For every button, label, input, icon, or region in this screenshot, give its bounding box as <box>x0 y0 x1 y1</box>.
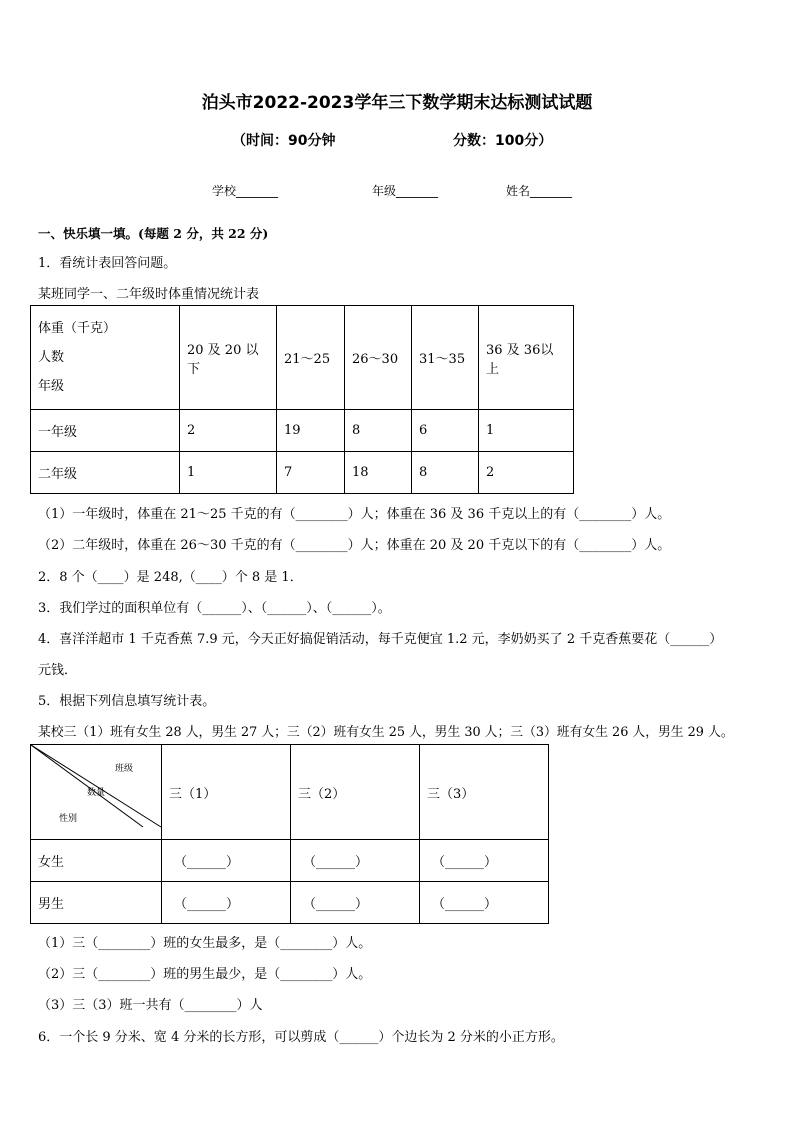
question-1-sub1: （1）一年级时，体重在 21～25 千克的有（________）人；体重在 36 及 36 千克以上的有（________）人。 <box>38 507 671 522</box>
column-header: 21～25 <box>277 306 345 410</box>
row-label: 二年级 <box>31 452 180 494</box>
exam-time: （时间：90分钟 <box>232 133 336 149</box>
answer-blank: （______） <box>162 840 291 882</box>
column-header: 三（3） <box>420 745 549 840</box>
row-label: 男生 <box>31 882 162 924</box>
table-cell: 1 <box>180 452 277 494</box>
school-field: 学校_______ <box>212 184 279 198</box>
corner-count-label: 数量 <box>87 788 106 798</box>
question-4-line1: 4．喜洋洋超市 1 千克香蕉 7.9 元，今天正好搞促销活动，每千克便宜 1.2 元，李奶奶买了 2 千克香蕉要花（______） <box>38 632 723 647</box>
column-header: 20 及 20 以下 <box>180 306 277 410</box>
corner-gender-label: 性别 <box>59 814 78 824</box>
table-cell: 19 <box>277 410 345 452</box>
question-3: 3．我们学过的面积单位有（______）、（______）、（______）。 <box>38 601 391 616</box>
corner-grade-label: 年级 <box>38 379 65 394</box>
table-row <box>31 410 574 452</box>
table-cell: 18 <box>345 452 412 494</box>
table-row <box>31 882 549 924</box>
question-5-sub3: （3）三（3）班一共有（________）人 <box>38 998 263 1013</box>
table-cell: 1 <box>479 410 574 452</box>
column-header: 26～30 <box>345 306 412 410</box>
question-5-prompt: 5．根据下列信息填写统计表。 <box>38 694 216 709</box>
question-6: 6．一个长 9 分米、宽 4 分米的长方形，可以剪成（______）个边长为 2 分米的小正方形。 <box>38 1030 564 1045</box>
question-1-prompt: 1．看统计表回答问题。 <box>38 256 177 271</box>
grade-field: 年级_______ <box>372 184 439 198</box>
diagonal-header-cell <box>31 745 162 840</box>
answer-blank: （______） <box>162 882 291 924</box>
question-2: 2．8 个（____）是 248,（____）个 8 是 1． <box>38 570 303 585</box>
weight-table <box>30 305 574 494</box>
answer-blank: （______） <box>291 840 420 882</box>
question-4-line2: 元钱． <box>38 663 78 678</box>
table-cell: 2 <box>180 410 277 452</box>
name-field: 姓名_______ <box>506 184 573 198</box>
exam-title: 泊头市2022-2023学年三下数学期末达标测试试题 <box>201 93 593 113</box>
table-header-row <box>31 306 574 410</box>
column-header: 31～35 <box>412 306 479 410</box>
weight-table-title: 某班同学一、二年级时体重情况统计表 <box>38 287 260 302</box>
question-5-sub1: （1）三（________）班的女生最多，是（________）人。 <box>38 936 372 951</box>
table-corner-cell <box>31 306 180 410</box>
section-heading: 一、快乐填一填。(每题 2 分，共 22 分) <box>38 226 269 241</box>
table-cell: 8 <box>412 452 479 494</box>
answer-blank: （______） <box>420 882 549 924</box>
table-cell: 2 <box>479 452 574 494</box>
table-cell: 7 <box>277 452 345 494</box>
exam-score: 分数：100分） <box>453 133 553 149</box>
class-gender-table <box>30 744 549 924</box>
corner-weight-label: 体重（千克） <box>38 321 117 336</box>
row-label: 一年级 <box>31 410 180 452</box>
table-cell: 8 <box>345 410 412 452</box>
column-header: 36 及 36以上 <box>479 306 574 410</box>
corner-class-label: 班级 <box>115 764 134 774</box>
table-row <box>31 840 549 882</box>
column-header: 三（2） <box>291 745 420 840</box>
table-cell: 6 <box>412 410 479 452</box>
question-5-info: 某校三（1）班有女生 28 人，男生 27 人；三（2）班有女生 25 人，男生 30 人；三（3）班有女生 26 人，男生 29 人。 <box>38 725 734 740</box>
table-header-row <box>31 745 549 840</box>
table-row <box>31 452 574 494</box>
answer-blank: （______） <box>420 840 549 882</box>
question-1-sub2: （2）二年级时，体重在 26～30 千克的有（________）人；体重在 20 及 20 千克以下的有（________）人。 <box>38 538 671 553</box>
question-5-sub2: （2）三（________）班的男生最少，是（________）人。 <box>38 967 372 982</box>
answer-blank: （______） <box>291 882 420 924</box>
corner-count-label: 人数 <box>38 350 65 365</box>
column-header: 三（1） <box>162 745 291 840</box>
row-label: 女生 <box>31 840 162 882</box>
